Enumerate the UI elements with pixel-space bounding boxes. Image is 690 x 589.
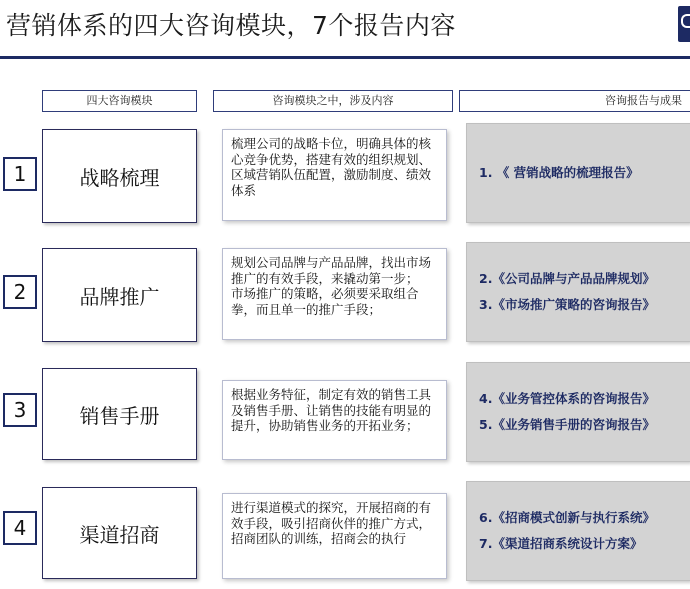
content-text: 梳理公司的战略卡位，明确具体的核心竞争优势，搭建有效的组织规划、区域营销队伍配置，激励制度、绩效体系 (231, 136, 432, 198)
content-text: 规划公司品牌与产品品牌，找出市场推广的有效手段，来撬动第一步； (231, 255, 432, 286)
report-box (466, 362, 690, 462)
report-item: 1. 《 营销战略的梳理报告》 (479, 165, 639, 180)
report-item: 3.《市场推广策略的咨询报告》 (479, 297, 655, 312)
report-item: 6.《招商模式创新与执行系统》 (479, 510, 655, 525)
brand-logo (678, 6, 690, 42)
header-reports: 咨询报告与成果 (459, 90, 690, 112)
row-number-badge: 1 (3, 157, 37, 191)
title-divider (0, 56, 690, 59)
module-box: 销售手册 (42, 368, 197, 460)
report-box (466, 481, 690, 581)
row-number-badge: 2 (3, 275, 37, 309)
report-item: 5.《业务销售手册的咨询报告》 (479, 417, 655, 432)
module-box: 渠道招商 (42, 487, 197, 579)
content-text: 市场推广的策略，必须要采取组合拳，而且单一的推广手段； (231, 286, 419, 317)
report-item: 7.《渠道招商系统设计方案》 (479, 536, 643, 551)
header-content: 咨询模块之中，涉及内容 (213, 90, 453, 112)
content-box (222, 129, 447, 221)
header-modules: 四大咨询模块 (42, 90, 197, 112)
content-box (222, 248, 447, 340)
row-number-badge: 3 (3, 393, 37, 427)
page-title: 营销体系的四大咨询模块，7个报告内容 (6, 11, 456, 40)
report-box (466, 242, 690, 342)
content-box (222, 493, 447, 579)
content-text: 根据业务特征，制定有效的销售工具及销售手册、让销售的技能有明显的提升，协助销售业务的开拓业务； (231, 387, 432, 433)
content-text: 进行渠道模式的探究，开展招商的有效手段，吸引招商伙伴的推广方式，招商团队的训练，招商会的执行 (231, 500, 432, 546)
report-item: 4.《业务管控体系的咨询报告》 (479, 391, 655, 406)
content-box (222, 380, 447, 460)
module-box: 品牌推广 (42, 248, 197, 342)
report-box (466, 123, 690, 223)
report-item: 2.《公司品牌与产品品牌规划》 (479, 271, 655, 286)
module-box: 战略梳理 (42, 129, 197, 223)
row-number-badge: 4 (3, 511, 37, 545)
